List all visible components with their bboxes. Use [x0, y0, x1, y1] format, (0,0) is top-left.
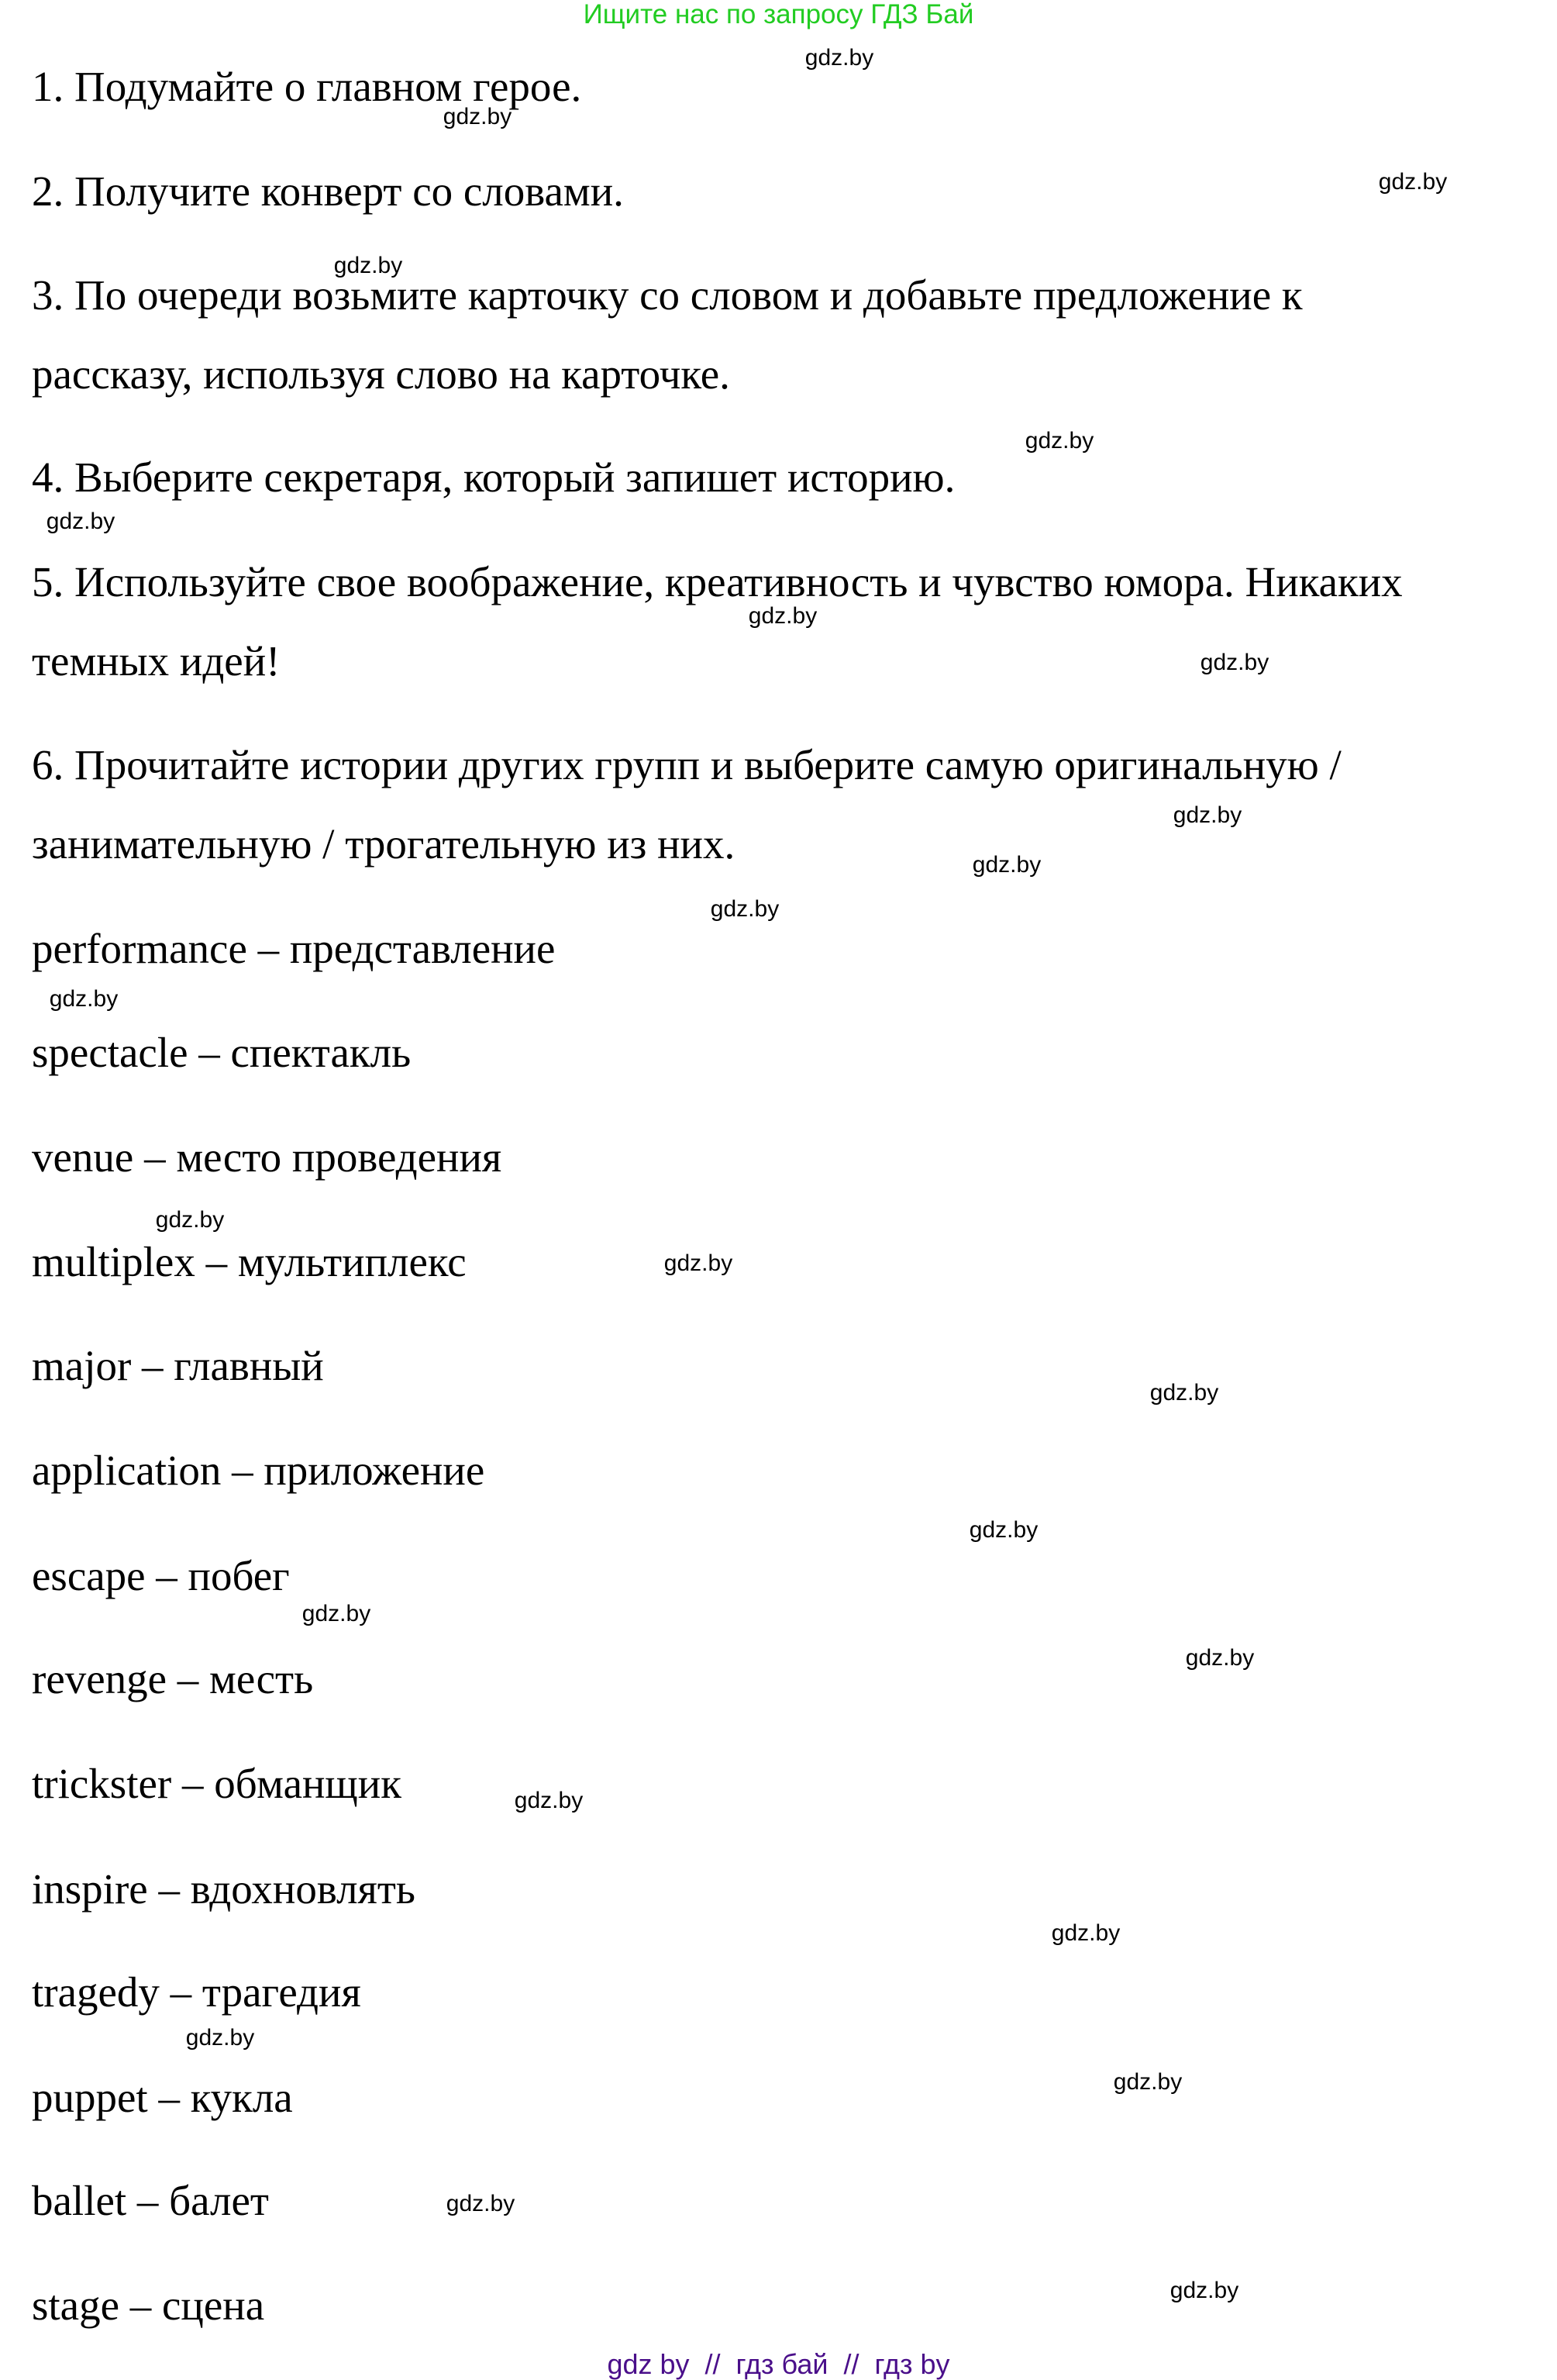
vocabulary-item: trickster – обманщик — [32, 1760, 401, 1807]
instruction-line: рассказу, используя слово на карточке. — [32, 350, 730, 398]
vocabulary-item: performance – представление — [32, 925, 556, 972]
watermark: gdz.by — [46, 509, 115, 534]
vocabulary-item: multiplex – мультиплекс — [32, 1238, 467, 1285]
vocabulary-item: application – приложение — [32, 1447, 485, 1494]
watermark: gdz.by — [1025, 428, 1094, 454]
watermark: gdz.by — [969, 1517, 1039, 1543]
watermark: gdz.by — [1185, 1645, 1255, 1671]
watermark: gdz.by — [443, 104, 512, 129]
search-hint-banner: Ищите нас по запросу ГДЗ Бай — [583, 0, 974, 29]
watermark: gdz.by — [972, 852, 1042, 878]
watermark: gdz.by — [1113, 2069, 1183, 2095]
watermark: gdz.by — [301, 1601, 371, 1626]
instruction-line: 2. Получите конверт со словами. — [32, 167, 624, 215]
watermark: gdz.by — [446, 2191, 515, 2216]
instruction-line: занимательную / трогательную из них. — [32, 820, 735, 867]
watermark: gdz.by — [155, 1207, 225, 1233]
watermark: gdz.by — [663, 1250, 733, 1276]
instruction-line: 6. Прочитайте истории других групп и выберите самую оригинальную / — [32, 741, 1342, 788]
instruction-line: 3. По очереди возьмите карточку со словом и добавьте предложение к — [32, 271, 1303, 319]
watermark: gdz.by — [1200, 650, 1269, 675]
instruction-line: темных идей! — [32, 637, 281, 685]
watermark: gdz.by — [185, 2025, 255, 2051]
watermark: gdz.by — [710, 896, 780, 922]
instruction-line: 4. Выберите секретаря, который запишет историю. — [32, 454, 956, 501]
watermark: gdz.by — [748, 603, 818, 629]
vocabulary-item: major – главный — [32, 1342, 324, 1389]
watermark: gdz.by — [514, 1788, 584, 1813]
instruction-line: 1. Подумайте о главном герое. — [32, 63, 582, 110]
watermark: gdz.by — [333, 253, 403, 278]
watermark: gdz.by — [1149, 1380, 1219, 1406]
watermark: gdz.by — [1169, 2278, 1239, 2303]
instruction-line: 5. Используйте свое воображение, креативность и чувство юмора. Никаких — [32, 558, 1403, 605]
vocabulary-item: stage – сцена — [32, 2282, 265, 2329]
watermark: gdz.by — [804, 45, 874, 71]
vocabulary-item: escape – побег — [32, 1552, 290, 1599]
vocabulary-item: revenge – месть — [32, 1655, 314, 1702]
vocabulary-item: venue – место проведения — [32, 1133, 502, 1181]
vocabulary-item: ballet – балет — [32, 2177, 269, 2224]
watermark: gdz.by — [1173, 802, 1242, 828]
vocabulary-item: puppet – кукла — [32, 2074, 293, 2121]
vocabulary-item: tragedy – трагедия — [32, 1968, 361, 2016]
watermark: gdz.by — [1051, 1920, 1121, 1946]
vocabulary-item: inspire – вдохновлять — [32, 1865, 415, 1913]
footer-links: gdz by // гдз бай // гдз by — [607, 2348, 950, 2380]
watermark: gdz.by — [1378, 169, 1448, 195]
watermark: gdz.by — [49, 986, 119, 1012]
vocabulary-item: spectacle – спектакль — [32, 1029, 412, 1076]
